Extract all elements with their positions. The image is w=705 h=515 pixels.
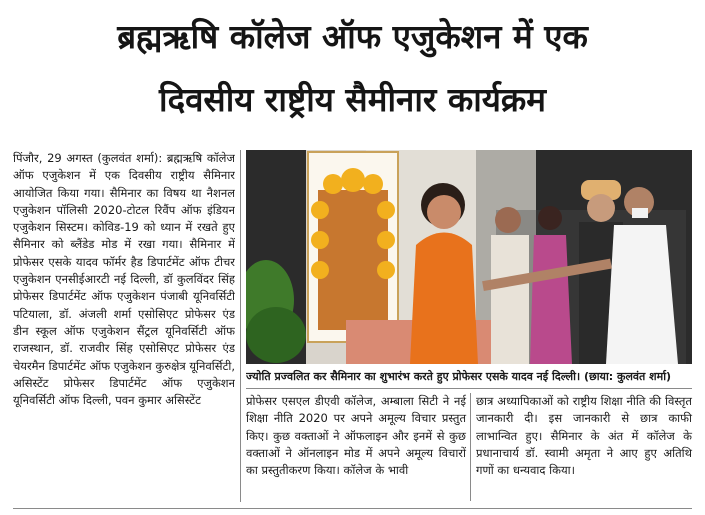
column-divider-left <box>240 150 241 502</box>
photo-illustration <box>246 150 692 364</box>
caption-divider <box>246 388 692 389</box>
photo-caption: ज्योति प्रज्वलित कर सैमिनार का शुभारंभ करते हुए प्रोफेसर एसके यादव नई दिल्ली। (छाया: कुलवंत शर्मा) <box>246 370 672 383</box>
headline-line-2: दिवसीय राष्ट्रीय सैमीनार कार्यक्रम <box>159 80 546 119</box>
headline-line-1: ब्रह्मऋषि कॉलेज ऑफ एजुकेशन में एक <box>117 17 588 56</box>
column-divider-right <box>470 393 471 501</box>
bottom-rule <box>13 508 692 509</box>
article-column-1: पिंजौर, 29 अगस्त (कुलवंत शर्मा): ब्रह्मऋषि कॉलेज ऑफ एजुकेशन में एक दिवसीय राष्ट्रीय सैमिनार आयोजित किया गया। सैमिनार का विषय था नैशनल एजुकेशन पॉलिसी 2020-टोटल रिवैंप ऑफ इंडियन एजुकेशन सिस्टम। कोविड-19 को ध्यान में रखते हुए सैमिनार को ब्लैंडेड मोड में रखा गया। सैमिनार में प्रोफेसर एसके यादव फॉर्मर हैड डिपार्टमेंट ऑफ टीचर एजुकेशन एनसीईआरटी नई दिल्ली, डॉ कुलविंदर सिंह प्रोफेसर डिपार्टमेंट ऑफ एजुकेशन पंजाबी यूनिवर्सिटी पटियाला, डॉ. अंजली शर्मा एसोसिएट प्रोफेसर एंड डीन स्कूल ऑफ एजुकेशन सैंट्रल यूनिवर्सिटी ऑफ राजस्थान, डॉ. राजवीर सिंह एसोसिएट प्रोफेसर एंड चेयरमैन डिपार्टमेंट ऑफ एजुकेशन कुरुक्षेत्र यूनिवर्सिटी, असिस्टेंट प्रोफेसर डिपार्टमेंट ऑफ एजुकेशन यूनिवर्सिटी ऑफ दिल्ली, पवन कुमार असिस्टेंट <box>13 151 235 408</box>
article-column-2: प्रोफेसर एसएल डीएवी कॉलेज, अम्बाला सिटी ने नई शिक्षा नीति 2020 पर अपने अमूल्य विचार प्रस्तुत किए। कुछ वक्ताओं ने ऑफलाइन और इनमें से कुछ वक्ताओं ने ऑनलाइन मोड में अपने अमूल्य विचारों का प्रस्तुतीकरण किया। कॉलेज के भावी <box>246 394 466 478</box>
article-column-3: छात्र अध्यापिकाओं को राष्ट्रीय शिक्षा नीति की विस्तृत जानकारी दी। इस जानकारी से छात्र काफी लाभान्वित हुए। सैमिनार के अंत में कॉलेज के प्रधानाचार्य डॉ. स्वामी अमृता ने आए हुए अतिथि गणों का धन्यवाद किया। <box>476 394 692 478</box>
news-photo <box>246 150 692 364</box>
